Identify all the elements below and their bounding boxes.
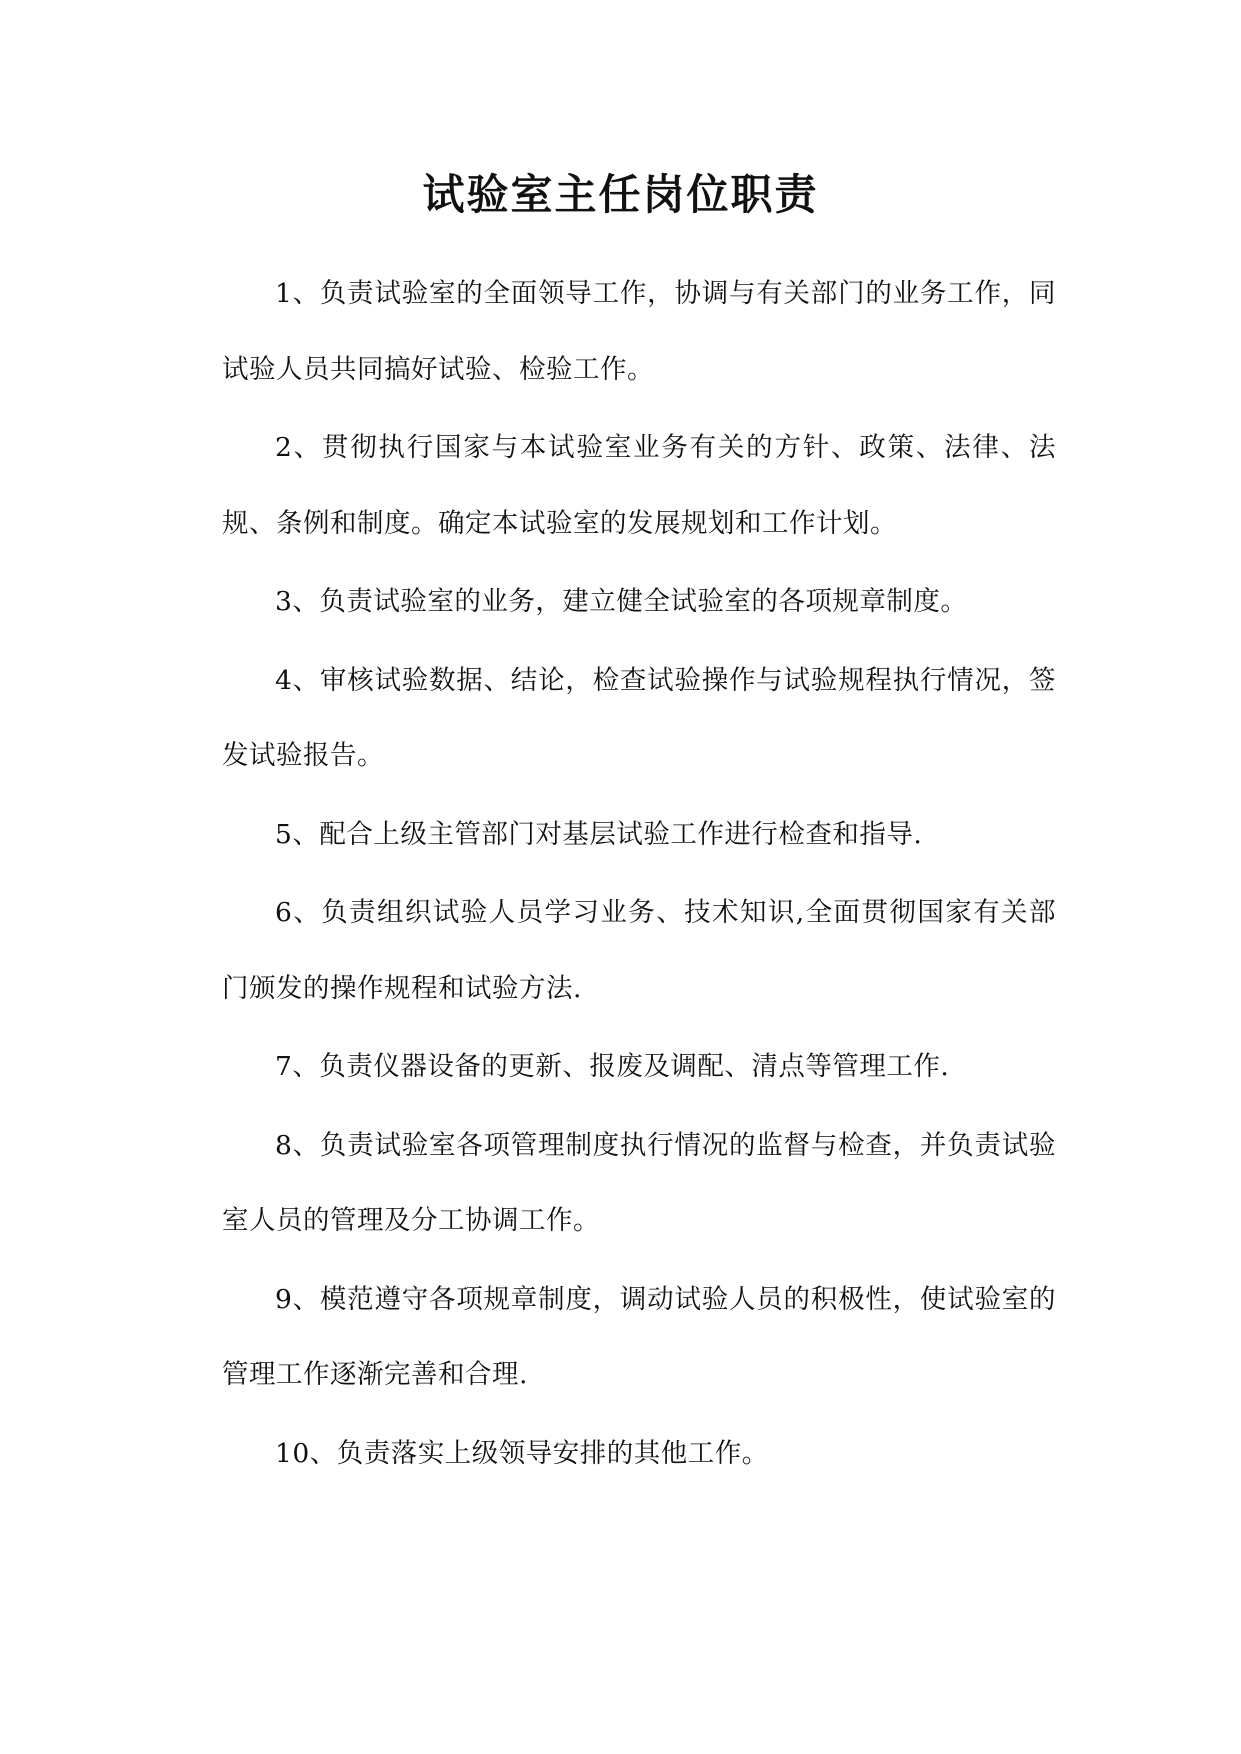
duty-item-3: 3、负责试验室的业务，建立健全试验室的各项规章制度。	[275, 586, 968, 617]
duty-item-4: 4、审核试验数据、结论，检查试验操作与试验规程执行情况，签发试验报告。	[222, 664, 1056, 771]
duty-item-9: 9、模范遵守各项规章制度，调动试验人员的积极性，使试验室的管理工作逐渐完善和合理.	[222, 1283, 1056, 1390]
duty-item-6: 6、负责组织试验人员学习业务、技术知识,全面贯彻国家有关部门颁发的操作规程和试验方法.	[222, 897, 1056, 1004]
duty-item-10: 10、负责落实上级领导安排的其他工作。	[275, 1437, 769, 1469]
duty-item-2: 2、贯彻执行国家与本试验室业务有关的方针、政策、法律、法规、条例和制度。确定本试验室的发展规划和工作计划。	[222, 432, 1056, 539]
document-title: 试验室主任岗位职责	[422, 170, 819, 219]
duty-item-7: 7、负责仪器设备的更新、报废及调配、清点等管理工作.	[275, 1051, 950, 1082]
duty-item-5: 5、配合上级主管部门对基层试验工作进行检查和指导.	[275, 818, 923, 850]
duty-item-1: 1、负责试验室的全面领导工作，协调与有关部门的业务工作，同试验人员共同搞好试验、检验工作。	[222, 278, 1056, 385]
duty-item-8: 8、负责试验室各项管理制度执行情况的监督与检查，并负责试验室人员的管理及分工协调工作。	[222, 1129, 1056, 1236]
document-body	[222, 256, 1056, 1494]
